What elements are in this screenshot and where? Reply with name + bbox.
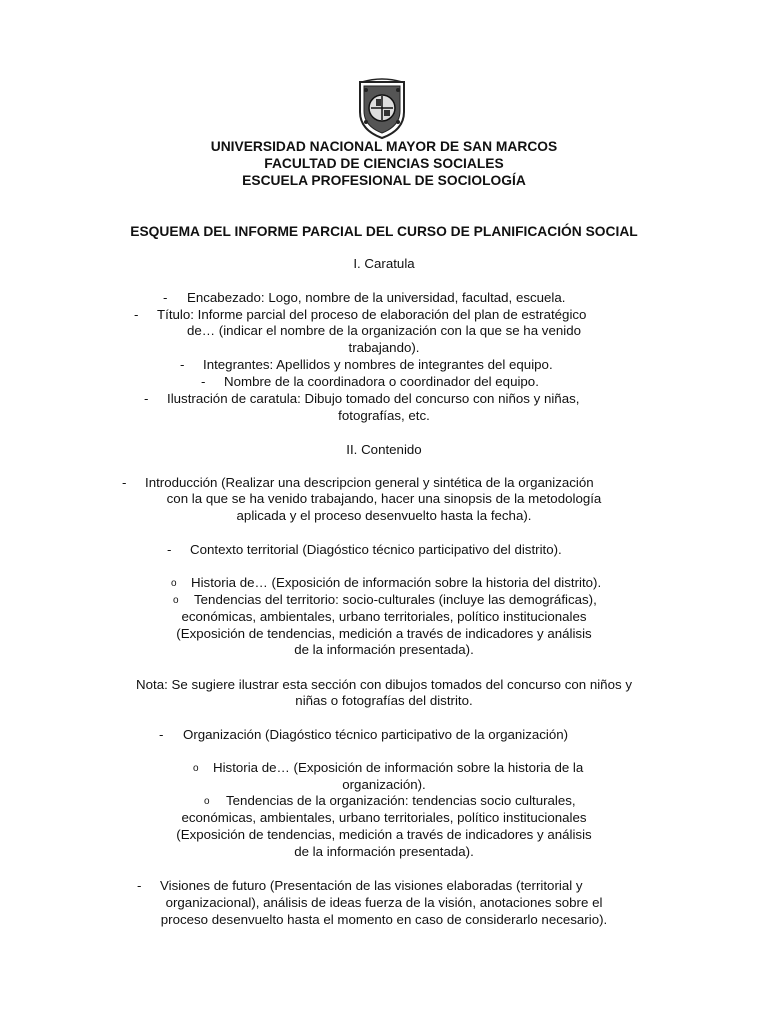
bullet-dash: - [180,357,185,372]
bullet-dash: - [137,878,142,893]
bullet-circle: o [204,796,210,807]
bullet-circle: o [173,595,179,606]
university-name: UNIVERSIDAD NACIONAL MAYOR DE SAN MARCOS [210,139,558,154]
contenido-introduccion-cont: aplicada y el proceso desenvuelto hasta la fecha). [236,508,532,523]
school-name: ESCUELA PROFESIONAL DE SOCIOLOGÍA [242,173,526,188]
nota-line: niñas o fotografías del distrito. [295,693,473,708]
faculty-name: FACULTAD DE CIENCIAS SOCIALES [264,156,504,171]
contenido-contexto-territorial: Contexto territorial (Diagóstico técnico participativo del distrito). [190,542,562,557]
caratula-item-titulo: Título: Informe parcial del proceso de elaboración del plan de estratégico [157,307,587,322]
contexto-tendencias-cont: económicas, ambientales, urbano territoriales, político institucionales [181,609,587,624]
nota-line: Nota: Se sugiere ilustrar esta sección con dibujos tomados del concurso con niños y [136,677,632,692]
organizacion-tendencias: Tendencias de la organización: tendencias socio culturales, [226,793,576,808]
contenido-introduccion-cont: con la que se ha venido trabajando, hacer una sinopsis de la metodología [166,491,602,506]
bullet-dash: - [163,290,168,305]
bullet-dash: - [159,727,164,742]
section-1-heading: I. Caratula [353,256,415,271]
contexto-tendencias-cont: (Exposición de tendencias, medición a través de indicadores y análisis [176,626,592,641]
contexto-tendencias: Tendencias del territorio: socio-culturales (incluye las demográficas), [194,592,597,607]
contenido-visiones-cont: organizacional), análisis de ideas fuerza de la visión, anotaciones sobre el [165,895,603,910]
organizacion-tendencias-cont: (Exposición de tendencias, medición a través de indicadores y análisis [176,827,592,842]
caratula-item-encabezado: Encabezado: Logo, nombre de la universidad, facultad, escuela. [187,290,566,305]
document-title: ESQUEMA DEL INFORME PARCIAL DEL CURSO DE PLANIFICACIÓN SOCIAL [130,224,638,239]
caratula-item-ilustracion-cont: fotografías, etc. [338,408,430,423]
contenido-visiones: Visiones de futuro (Presentación de las visiones elaboradas (territorial y [160,878,583,893]
contexto-tendencias-cont: de la información presentada). [294,642,474,657]
section-2-heading: II. Contenido [346,442,422,457]
bullet-dash: - [167,542,172,557]
contexto-historia: Historia de… (Exposición de información sobre la historia del distrito). [191,575,602,590]
bullet-dash: - [134,307,139,322]
organizacion-tendencias-cont: de la información presentada). [294,844,474,859]
organizacion-historia: Historia de… (Exposición de información sobre la historia de la [213,760,584,775]
caratula-item-integrantes: Integrantes: Apellidos y nombres de integrantes del equipo. [203,357,553,372]
organizacion-tendencias-cont: económicas, ambientales, urbano territoriales, político institucionales [181,810,587,825]
bullet-circle: o [193,763,199,774]
caratula-item-titulo-cont: de… (indicar el nombre de la organización con la que se ha venido [187,323,581,338]
contenido-organizacion: Organización (Diagóstico técnico participativo de la organización) [183,727,569,742]
bullet-dash: - [122,475,127,490]
caratula-item-coordinador: Nombre de la coordinadora o coordinador del equipo. [224,374,539,389]
caratula-item-titulo-cont: trabajando). [348,340,420,355]
bullet-dash: - [201,374,206,389]
contenido-visiones-cont: proceso desenvuelto hasta el momento en caso de considerarlo necesario). [160,912,608,927]
contenido-introduccion: Introducción (Realizar una descripcion general y sintética de la organización [145,475,594,490]
bullet-circle: o [171,578,177,589]
caratula-item-ilustracion: Ilustración de caratula: Dibujo tomado del concurso con niños y niñas, [167,391,580,406]
organizacion-historia-cont: organización). [342,777,426,792]
university-seal-logo [354,78,410,140]
bullet-dash: - [144,391,149,406]
